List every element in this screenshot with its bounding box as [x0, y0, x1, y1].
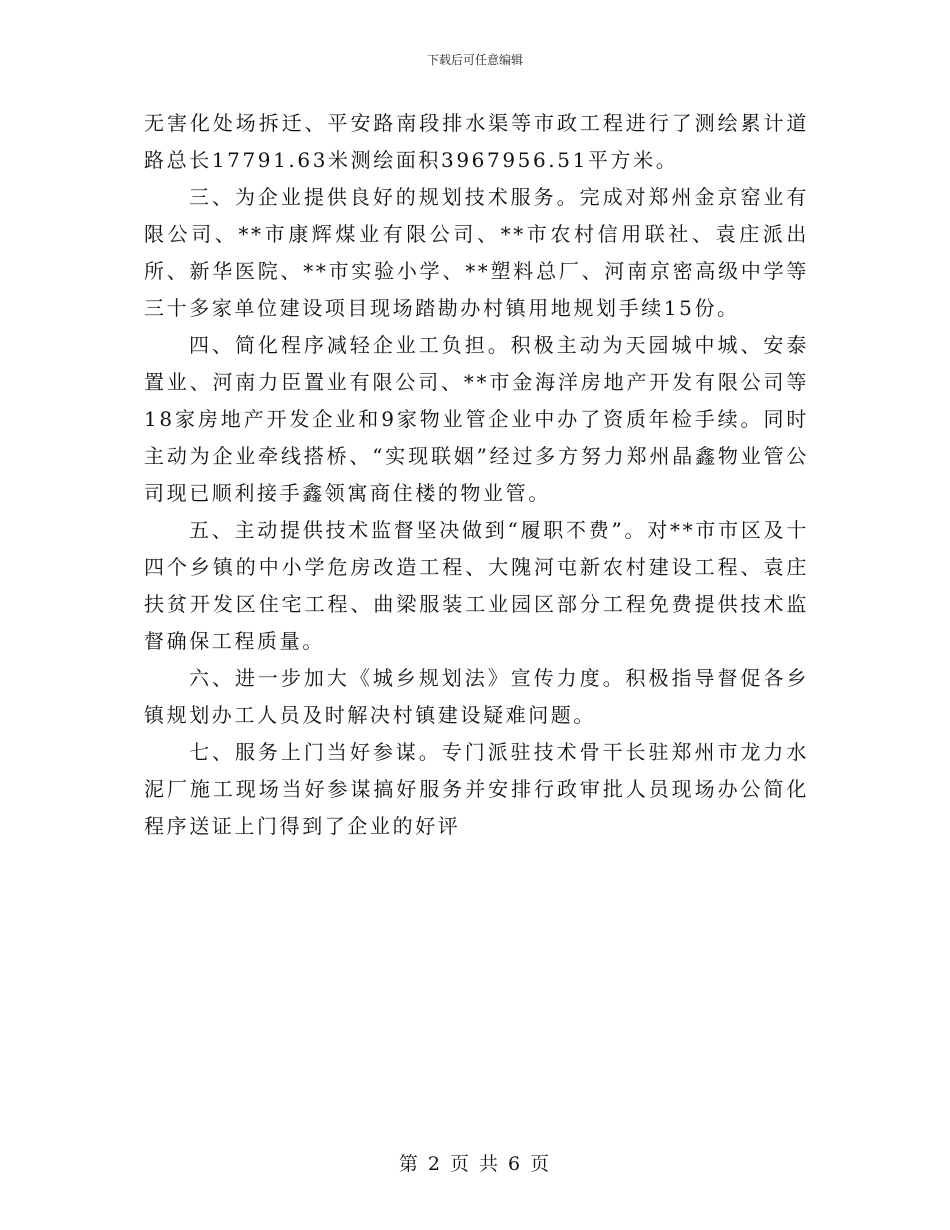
paragraph-item-six: 六、进一步加大《城乡规划法》宣传力度。积极指导督促各乡镇规划办工人员及时解决村镇建设疑难问题。 [144, 666, 809, 727]
paragraph-item-seven: 七、服务上门当好参谋。专门派驻技术骨干长驻郑州市龙力水泥厂施工现场当好参谋搞好服务并安排行政审批人员现场办公简化程序送证上门得到了企业的好评 [144, 740, 809, 838]
page-middle: 页 共 [449, 1153, 501, 1175]
document-body [144, 105, 809, 845]
paragraph-continued: 无害化处场拆迁、平安路南段排水渠等市政工程进行了测绘累计道路总长17791.63米测绘面积3967956.51平方米。 [144, 111, 809, 172]
page-prefix: 第 [398, 1153, 420, 1175]
page-total: 6 [508, 1153, 523, 1175]
page-footer [0, 1152, 950, 1176]
page-suffix: 页 [530, 1153, 552, 1175]
page-number: 2 [427, 1153, 442, 1175]
paragraph-item-four: 四、简化程序减轻企业工负担。积极主动为天园城中城、安泰置业、河南力臣置业有限公司、**市金海洋房地产开发有限公司等18家房地产开发企业和9家物业管企业中办了资质年检手续。同时主动为企业牵线搭桥、“实现联姻”经过多方努力郑州晶鑫物业管公司现已顺利接手鑫领寓商住楼的物业管。 [144, 333, 809, 505]
paragraph-item-five: 五、主动提供技术监督坚决做到“履职不费”。对**市市区及十四个乡镇的中小学危房改造工程、大隗河屯新农村建设工程、袁庄扶贫开发区住宅工程、曲梁服装工业园区部分工程免费提供技术监督确保工程质量。 [144, 518, 809, 653]
paragraph-item-three: 三、为企业提供良好的规划技术服务。完成对郑州金京窑业有限公司、**市康辉煤业有限公司、**市农村信用联社、袁庄派出所、新华医院、**市实验小学、**塑料总厂、河南京密高级中学等三十多家单位建设项目现场踏勘办村镇用地规划手续15份。 [144, 185, 809, 320]
page-header: 下载后可任意编辑 [426, 53, 523, 67]
